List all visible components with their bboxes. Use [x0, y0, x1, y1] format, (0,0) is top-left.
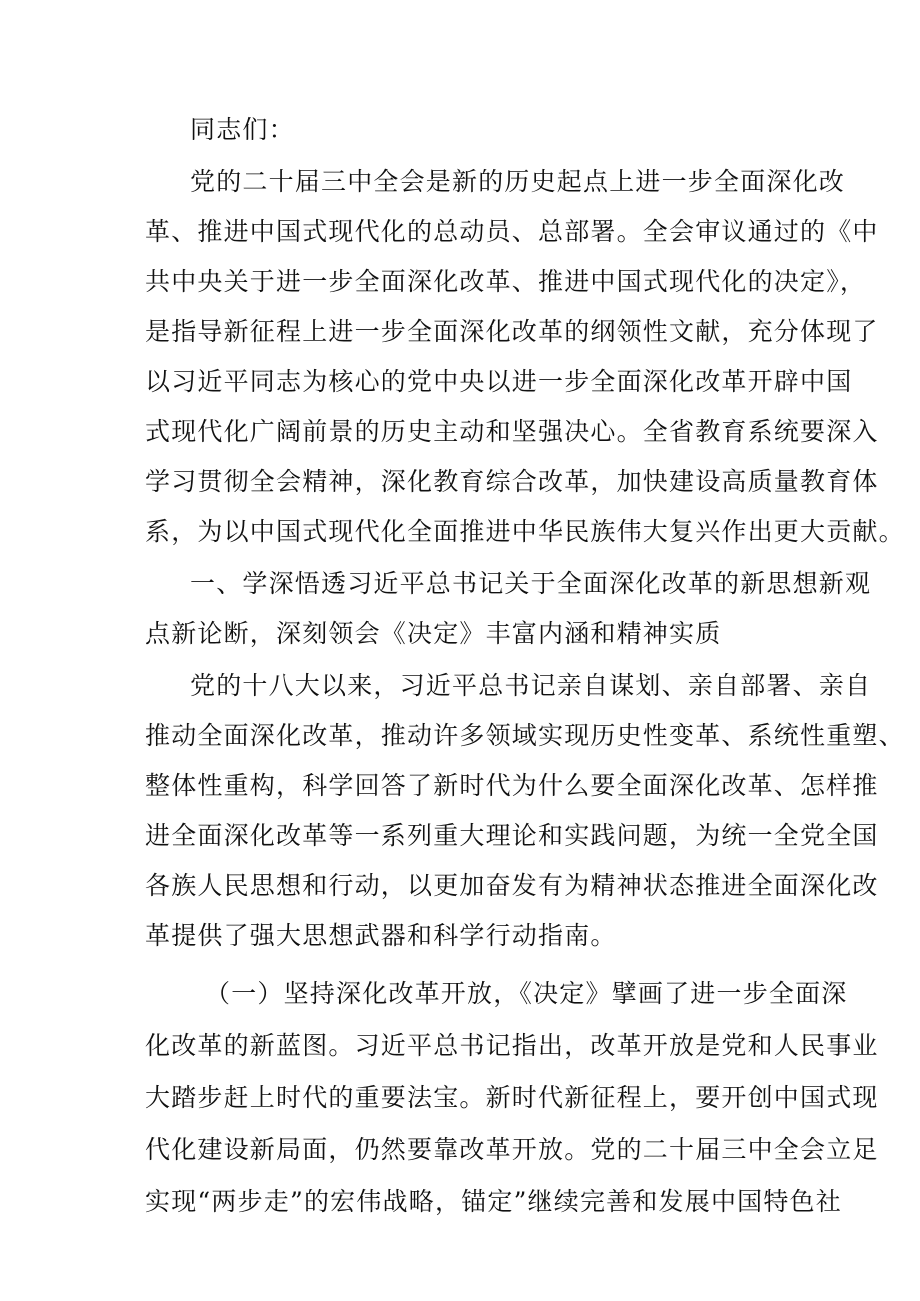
paragraph-3-line-5: 实现“两步走”的宏伟战略，锚定”继续完善和发展中国特色社 — [145, 1187, 842, 1216]
paragraph-1-line-3: 共中央关于进一步全面深化改革、推进中国式现代化的决定》， — [145, 267, 867, 296]
section-heading-1-line-1: 一、学深悟透习近平总书记关于全面深化改革的新思想新观 — [190, 569, 872, 598]
paragraph-1-line-1: 党的二十届三中全会是新的历史起点上进一步全面深化改 — [190, 167, 846, 196]
paragraph-2-line-1: 党的十八大以来，习近平总书记亲自谋划、亲自部署、亲自 — [190, 671, 872, 700]
paragraph-2-line-4: 进全面深化改革等一系列重大理论和实践问题，为统一全党全国 — [145, 821, 879, 850]
paragraph-3-line-4: 代化建设新局面，仍然要靠改革开放。党的二十届三中全会立足 — [145, 1135, 879, 1164]
paragraph-1-line-6: 式现代化广阔前景的历史主动和坚强决心。全省教育系统要深入 — [145, 417, 879, 446]
paragraph-2-line-3: 整体性重构，科学回答了新时代为什么要全面深化改革、怎样推 — [145, 771, 879, 800]
paragraph-1-line-7: 学习贯彻全会精神，深化教育综合改革，加快建设高质量教育体 — [145, 467, 879, 496]
paragraph-2-line-2: 推动全面深化改革，推动许多领域实现历史性变革、系统性重塑、 — [145, 721, 905, 750]
paragraph-1-line-2: 革、推进中国式现代化的总动员、总部署。全会审议通过的《中 — [145, 217, 879, 246]
salutation: 同志们： — [190, 115, 295, 144]
paragraph-2-line-6: 革提供了强大思想武器和科学行动指南。 — [145, 921, 617, 950]
paragraph-1-line-8: 系，为以中国式现代化全面推进中华民族伟大复兴作出更大贡献。 — [145, 517, 905, 546]
paragraph-3-line-3: 大踏步赶上时代的重要法宝。新时代新征程上，要开创中国式现 — [145, 1083, 879, 1112]
paragraph-2-line-5: 各族人民思想和行动，以更加奋发有为精神状态推进全面深化改 — [145, 871, 879, 900]
paragraph-3-line-2: 化改革的新蓝图。习近平总书记指出，改革开放是党和人民事业 — [145, 1031, 879, 1060]
paragraph-1-line-4: 是指导新征程上进一步全面深化改革的纲领性文献，充分体现了 — [145, 317, 879, 346]
section-heading-1-line-2: 点新论断，深刻领会《决定》丰富内涵和精神实质 — [145, 619, 722, 648]
paragraph-1-line-5: 以习近平同志为核心的党中央以进一步全面深化改革开辟中国 — [145, 367, 853, 396]
paragraph-3-line-1: （一）坚持深化改革开放，《决定》擘画了进一步全面深 — [205, 979, 848, 1008]
